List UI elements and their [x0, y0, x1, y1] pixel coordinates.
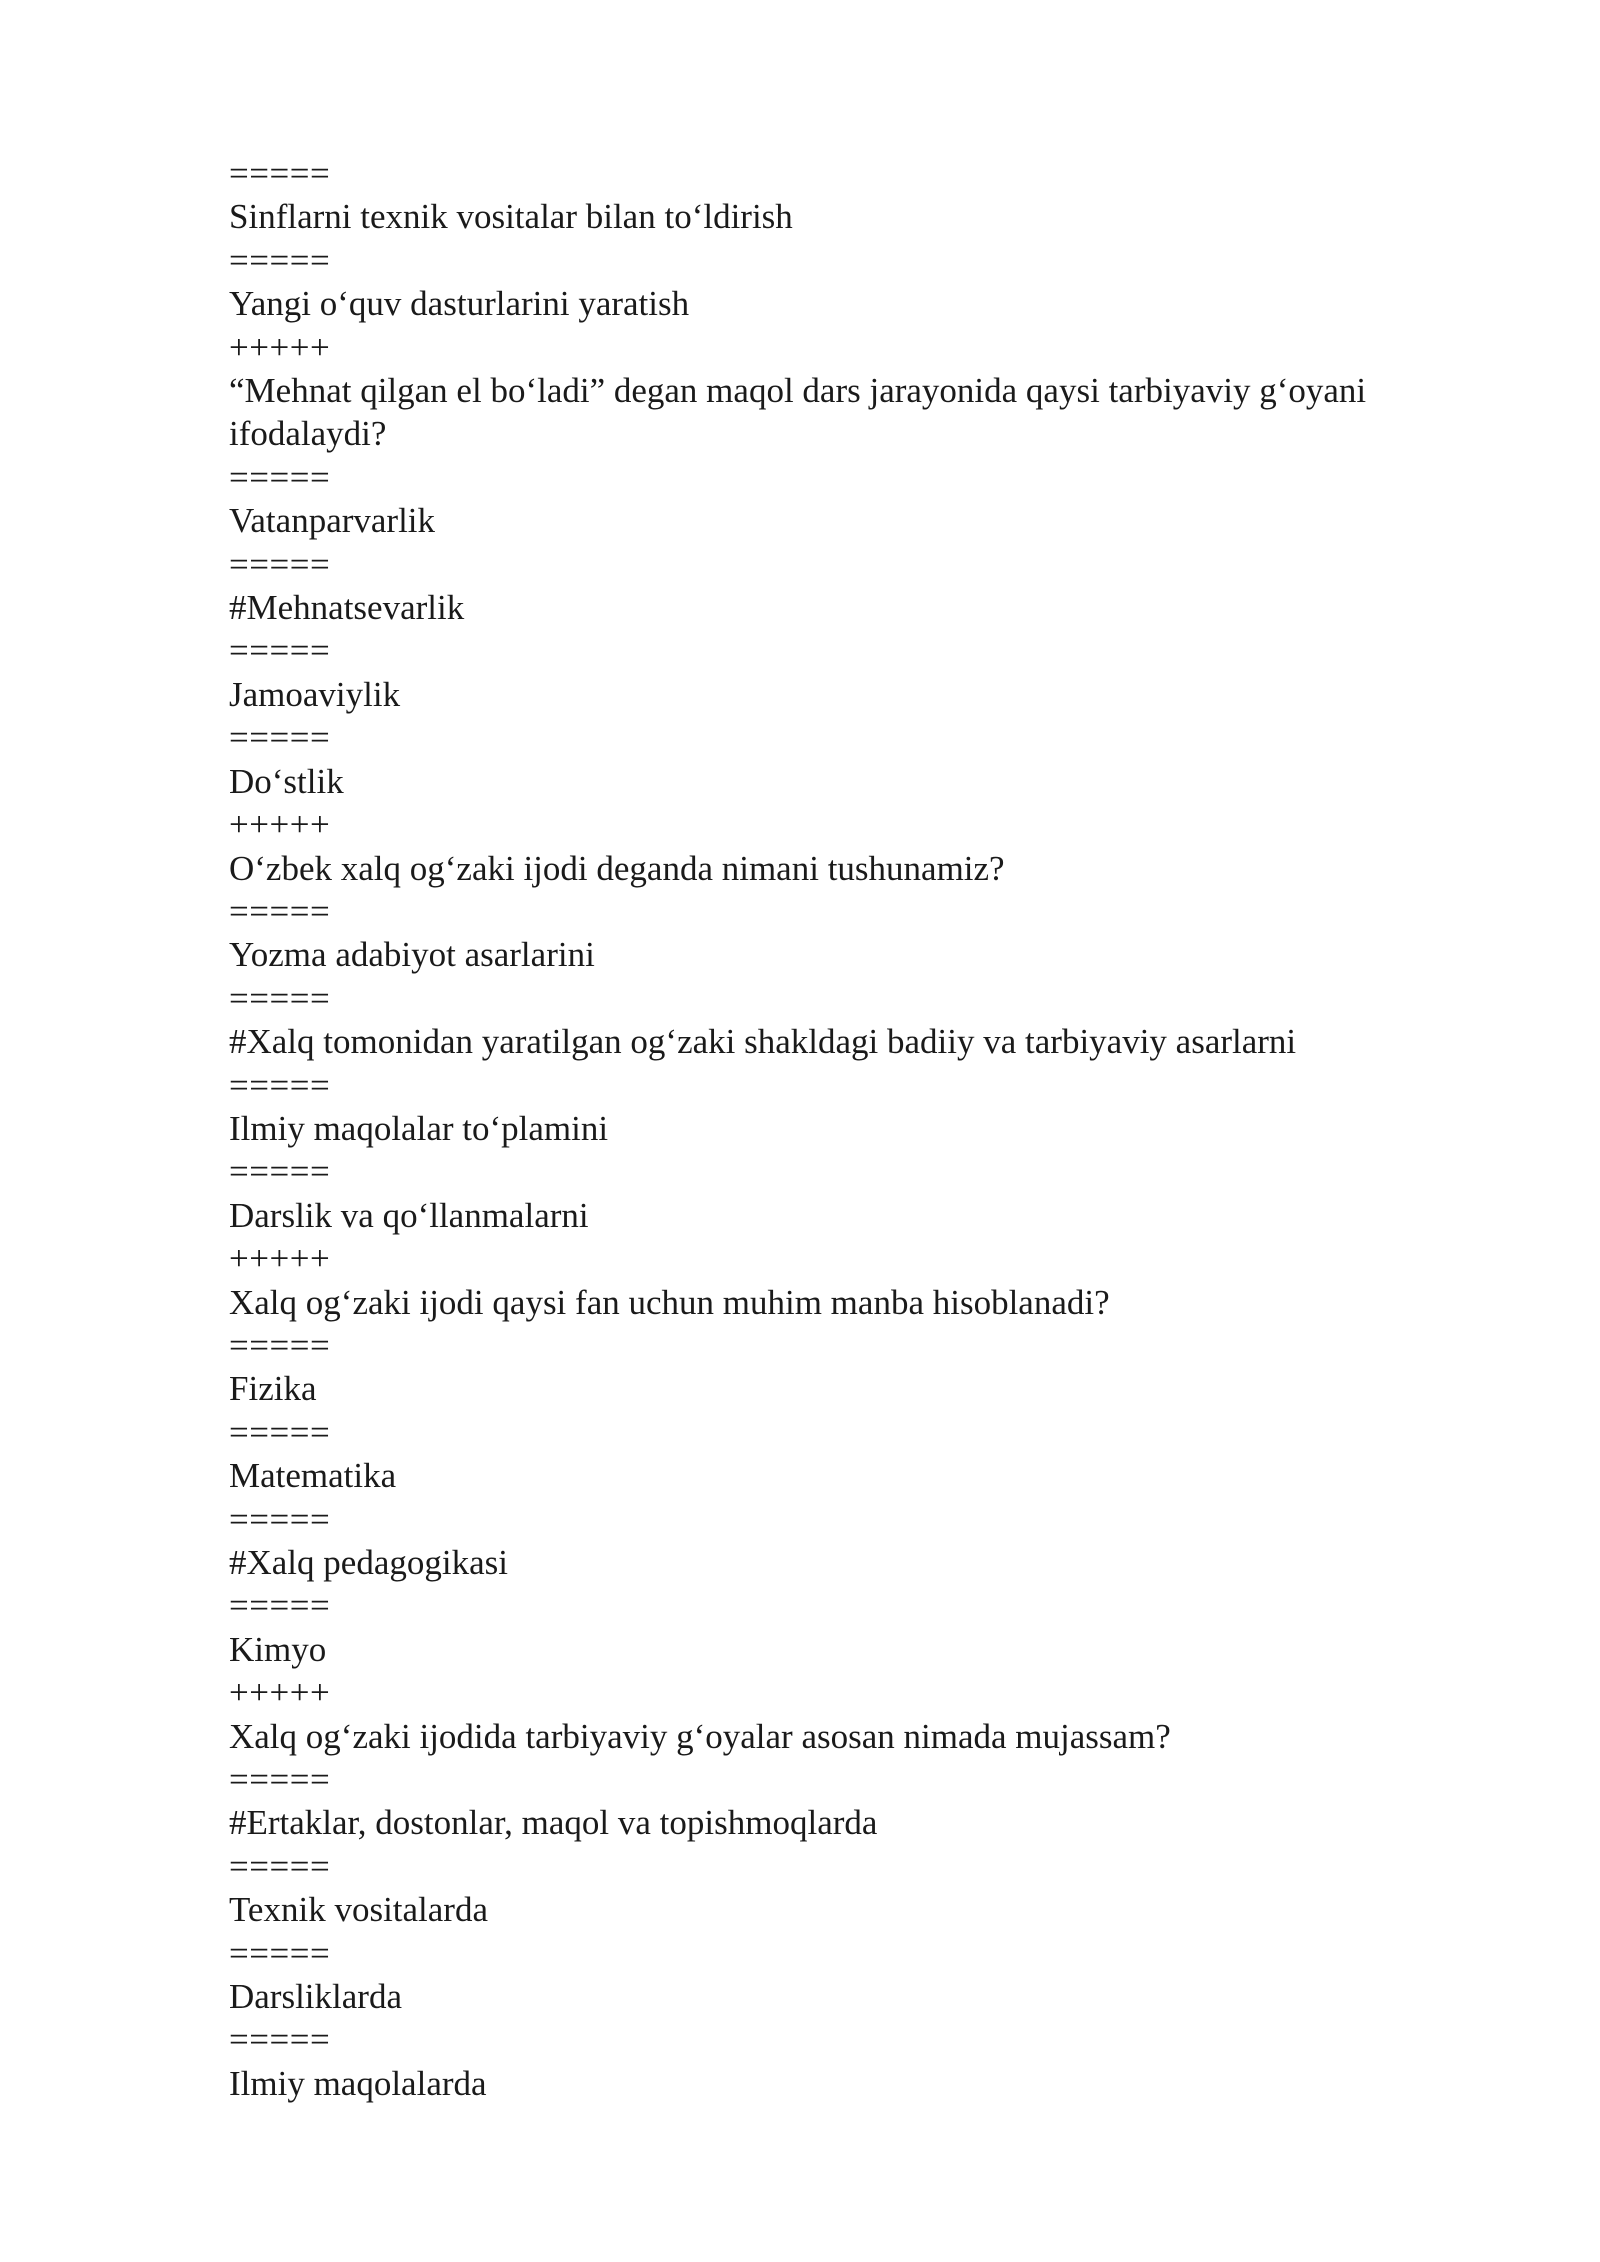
option-separator: =====	[229, 457, 331, 497]
correct-answer-option: #Mehnatsevarlik	[229, 588, 465, 628]
question-separator: +++++	[229, 1673, 331, 1713]
correct-answer-option: #Xalq tomonidan yaratilgan og‘zaki shakldagi badiiy va tarbiyaviy asarlarni	[229, 1022, 1297, 1062]
option-separator: =====	[229, 1933, 331, 1973]
option-separator: =====	[229, 1325, 331, 1365]
answer-option: Darslik va qo‘llanmalarni	[229, 1195, 589, 1235]
question-separator: +++++	[229, 1239, 331, 1279]
question-text: Xalq og‘zaki ijodi qaysi fan uchun muhim manba hisoblanadi?	[229, 1282, 1110, 1322]
answer-option: Ilmiy maqolalarda	[229, 2063, 487, 2103]
answer-option: Sinflarni texnik vositalar bilan to‘ldirish	[229, 197, 793, 237]
answer-option: Matematika	[229, 1456, 397, 1496]
option-separator: =====	[229, 1846, 331, 1886]
question-separator: +++++	[229, 327, 331, 367]
question-text: O‘zbek xalq og‘zaki ijodi deganda nimani tushunamiz?	[229, 848, 1005, 888]
option-separator: =====	[229, 544, 331, 584]
answer-option: Texnik vositalarda	[229, 1890, 488, 1930]
option-separator: =====	[229, 1499, 331, 1539]
correct-answer-option: #Ertaklar, dostonlar, maqol va topishmoqlarda	[229, 1803, 878, 1843]
option-separator: =====	[229, 891, 331, 931]
correct-answer-option: #Xalq pedagogikasi	[229, 1543, 508, 1582]
question-separator: +++++	[229, 805, 331, 845]
answer-option: Jamoaviylik	[229, 674, 401, 714]
answer-option: Kimyo	[229, 1629, 327, 1669]
option-separator: =====	[229, 631, 331, 671]
option-separator: =====	[229, 1760, 331, 1800]
option-separator: =====	[229, 1586, 331, 1626]
option-separator: =====	[229, 240, 331, 280]
option-separator: =====	[229, 1065, 331, 1105]
answer-option: Ilmiy maqolalar to‘plamini	[229, 1108, 609, 1148]
answer-option: Darsliklarda	[229, 1977, 402, 2017]
answer-option: Yozma adabiyot asarlarini	[229, 935, 595, 975]
option-separator: =====	[229, 1152, 331, 1192]
option-separator: =====	[229, 978, 331, 1018]
option-separator: =====	[229, 1412, 331, 1452]
answer-option: Do‘stlik	[229, 761, 344, 801]
option-separator: =====	[229, 154, 331, 193]
answer-option: Vatanparvarlik	[229, 501, 436, 541]
quiz-text-body	[229, 152, 1469, 2105]
question-text: Xalq og‘zaki ijodida tarbiyaviy g‘oyalar asosan nimada mujassam?	[229, 1716, 1171, 1756]
question-text: “Mehnat qilgan el bo‘ladi” degan maqol dars jarayonida qaysi tarbiyaviy g‘oyani ifodalaydi?	[229, 371, 1375, 454]
answer-option: Yangi o‘quv dasturlarini yaratish	[229, 284, 690, 324]
option-separator: =====	[229, 718, 331, 758]
answer-option: Fizika	[229, 1369, 317, 1409]
option-separator: =====	[229, 2020, 331, 2060]
